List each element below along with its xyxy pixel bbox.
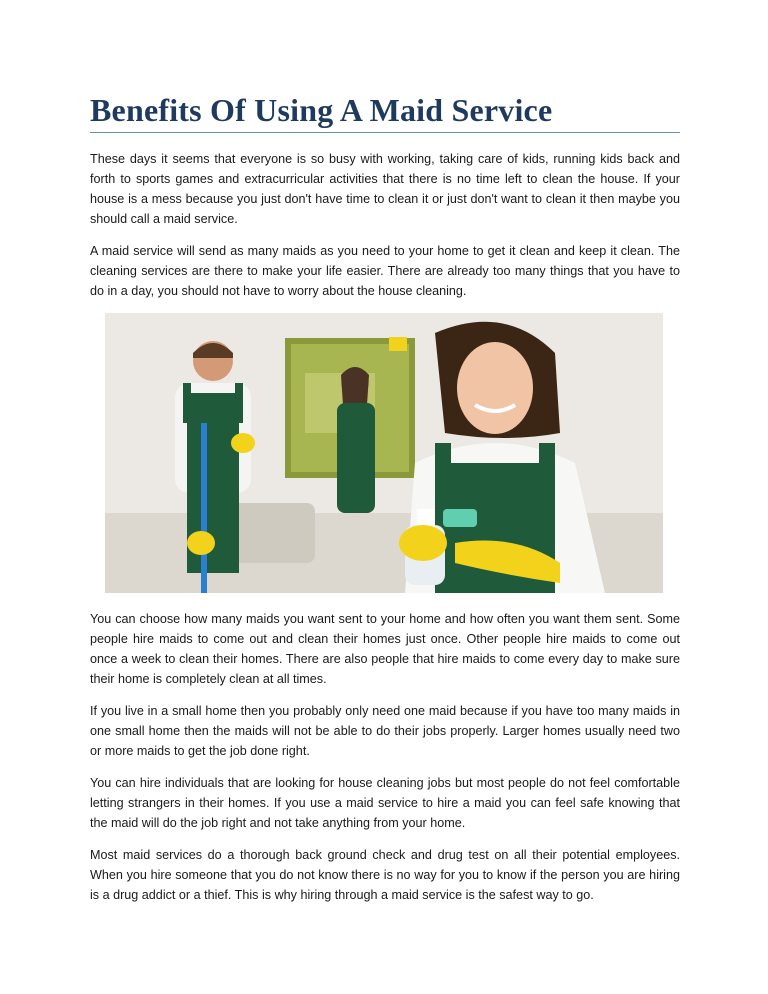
- paragraph-intro: These days it seems that everyone is so busy with working, taking care of kids, running kids back and forth to sports games and extracurricular activities that there is no time left to clean the house. If your house is a mess because you just don't have time to clean it or just don't want to clean it then maybe you should call a maid service.: [90, 152, 680, 226]
- paragraph-home-size: If you live in a small home then you probably only need one maid because if you have too many maids in one small home then the maids will not be able to do their jobs properly. Larger homes usually need two or more maids to get the job done right.: [90, 704, 680, 758]
- cleaning-staff-photo: [105, 313, 663, 593]
- cleaning-staff-illustration: [105, 313, 663, 593]
- document-page: [90, 92, 680, 917]
- title-underline: [90, 132, 680, 133]
- paragraph-maid-service: A maid service will send as many maids as you need to your home to get it clean and keep it clean. The cleaning services are there to make your life easier. There are already too many things that you have to do in a day, you should not have to worry about the house cleaning.: [90, 244, 680, 298]
- paragraph-choose-maids: You can choose how many maids you want sent to your home and how often you want them sent. Some people hire maids to come out and clean their homes just once. Other people hire maids to come out once a week to clean their homes. There are also people that hire maids to come every day to make sure their home is completely clean at all times.: [90, 612, 680, 686]
- page-title: Benefits Of Using A Maid Service: [90, 92, 553, 128]
- paragraph-background-check: Most maid services do a thorough back ground check and drug test on all their potential employees. When you hire someone that you do not know there is no way for you to know if the person you are hiring is a drug addict or a thief. This is why hiring through a maid service is the safest way to go.: [90, 848, 680, 902]
- paragraph-strangers: You can hire individuals that are looking for house cleaning jobs but most people do not feel comfortable letting strangers in their homes. If you use a maid service to hire a maid you can feel safe knowing that the maid will do the job right and not take anything from your home.: [90, 776, 680, 830]
